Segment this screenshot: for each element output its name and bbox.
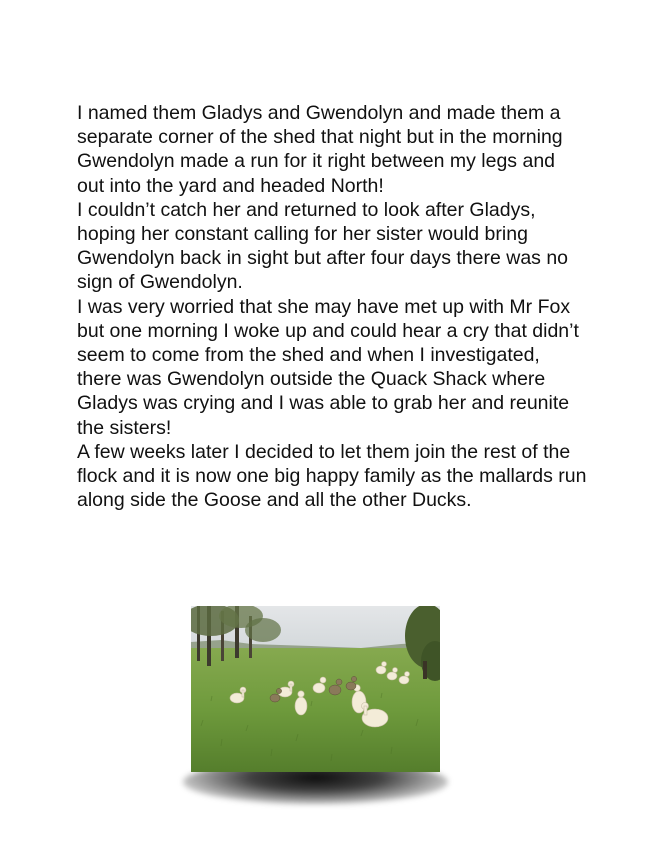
story-text <box>77 101 587 512</box>
story-paragraph-4: A few weeks later I decided to let them join the rest of the flock and it is now one big happy family as the mallards run along side the Goose and all the other Ducks. <box>77 440 587 512</box>
story-paragraph-1: I named them Gladys and Gwendolyn and made them a separate corner of the shed that night but in the morning Gwendolyn made a run for it right between my legs and out into the yard and headed North! <box>77 102 563 197</box>
lawn <box>191 648 440 772</box>
story-paragraph-2: I couldn’t catch her and returned to look after Gladys, hoping her constant calling for her sister would bring Gwendolyn back in sight but after four days there was no sign of Gwendolyn. <box>77 198 569 294</box>
story-paragraph-3: I was very worried that she may have met up with Mr Fox but one morning I woke up and could hear a cry that didn’t seem to come from the shed and when I investigated, there was Gwendolyn outside the Quack Shack where Gladys was crying and I was able to grab her and reunite the sisters! <box>77 295 579 439</box>
ducks-on-lawn-image <box>191 606 440 772</box>
ducks-photo <box>191 606 440 772</box>
